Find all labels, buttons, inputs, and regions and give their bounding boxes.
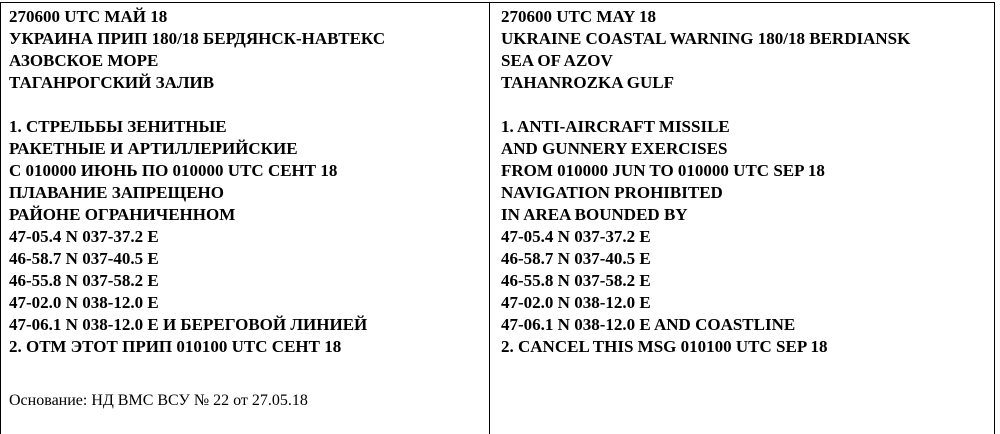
spacer [9, 94, 485, 116]
en-body-line: NAVIGATION PROHIBITED [501, 183, 723, 202]
en-header-line: UKRAINE COASTAL WARNING 180/18 BERDIANSK [501, 29, 911, 48]
en-header-line: SEA OF AZOV [501, 51, 613, 70]
ru-body-line: РАЙОНЕ ОГРАНИЧЕННОМ [9, 205, 236, 224]
ru-header-line: АЗОВСКОЕ МОРЕ [9, 51, 159, 70]
ru-body-line: 1. СТРЕЛЬБЫ ЗЕНИТНЫЕ [9, 117, 227, 136]
en-body-line: IN AREA BOUNDED BY [501, 205, 688, 224]
ru-body-line: С 010000 ИЮНЬ ПО 010000 UTC СЕНТ 18 [9, 161, 338, 180]
column-divider [489, 2, 490, 434]
ru-coordinate-line: 47-06.1 N 038-12.0 E И БЕРЕГОВОЙ ЛИНИЕЙ [9, 315, 368, 334]
en-coordinate-line: 46-58.7 N 037-40.5 E [501, 249, 651, 268]
ru-header-line: УКРАИНА ПРИП 180/18 БЕРДЯНСК-НАВТЕКС [9, 29, 386, 48]
ru-cancel-line: 2. ОТМ ЭТОТ ПРИП 010100 UTC СЕНТ 18 [9, 337, 342, 356]
ru-body-line: РАКЕТНЫЕ И АРТИЛЛЕРИЙСКИЕ [9, 139, 298, 158]
en-coordinate-line: 46-55.8 N 037-58.2 E [501, 271, 651, 290]
english-column [501, 6, 991, 358]
ru-header-line: ТАГАНРОГСКИЙ ЗАЛИВ [9, 73, 215, 92]
ru-header-line: 270600 UTC МАЙ 18 [9, 7, 168, 26]
en-coordinate-line: 47-02.0 N 038-12.0 E [501, 293, 651, 312]
ru-coordinate-line: 46-55.8 N 037-58.2 E [9, 271, 159, 290]
en-header-line: TAHANROZKA GULF [501, 73, 675, 92]
en-cancel-line: 2. CANCEL THIS MSG 010100 UTC SEP 18 [501, 337, 828, 356]
en-body-line: AND GUNNERY EXERCISES [501, 139, 728, 158]
en-header-line: 270600 UTC MAY 18 [501, 7, 657, 26]
en-body-line: FROM 010000 JUN TO 010000 UTC SEP 18 [501, 161, 825, 180]
en-body-line: 1. ANTI-AIRCRAFT MISSILE [501, 117, 730, 136]
ru-coordinate-line: 46-58.7 N 037-40.5 E [9, 249, 159, 268]
en-coordinate-line: 47-06.1 N 038-12.0 E AND COASTLINE [501, 315, 796, 334]
ru-coordinate-line: 47-05.4 N 037-37.2 E [9, 227, 159, 246]
en-coordinate-line: 47-05.4 N 037-37.2 E [501, 227, 651, 246]
spacer [501, 94, 991, 116]
russian-column [9, 6, 485, 358]
ru-coordinate-line: 47-02.0 N 038-12.0 E [9, 293, 159, 312]
basis-note: Основание: НД ВМС ВСУ № 22 от 27.05.18 [9, 392, 308, 409]
ru-body-line: ПЛАВАНИЕ ЗАПРЕЩЕНО [9, 183, 224, 202]
